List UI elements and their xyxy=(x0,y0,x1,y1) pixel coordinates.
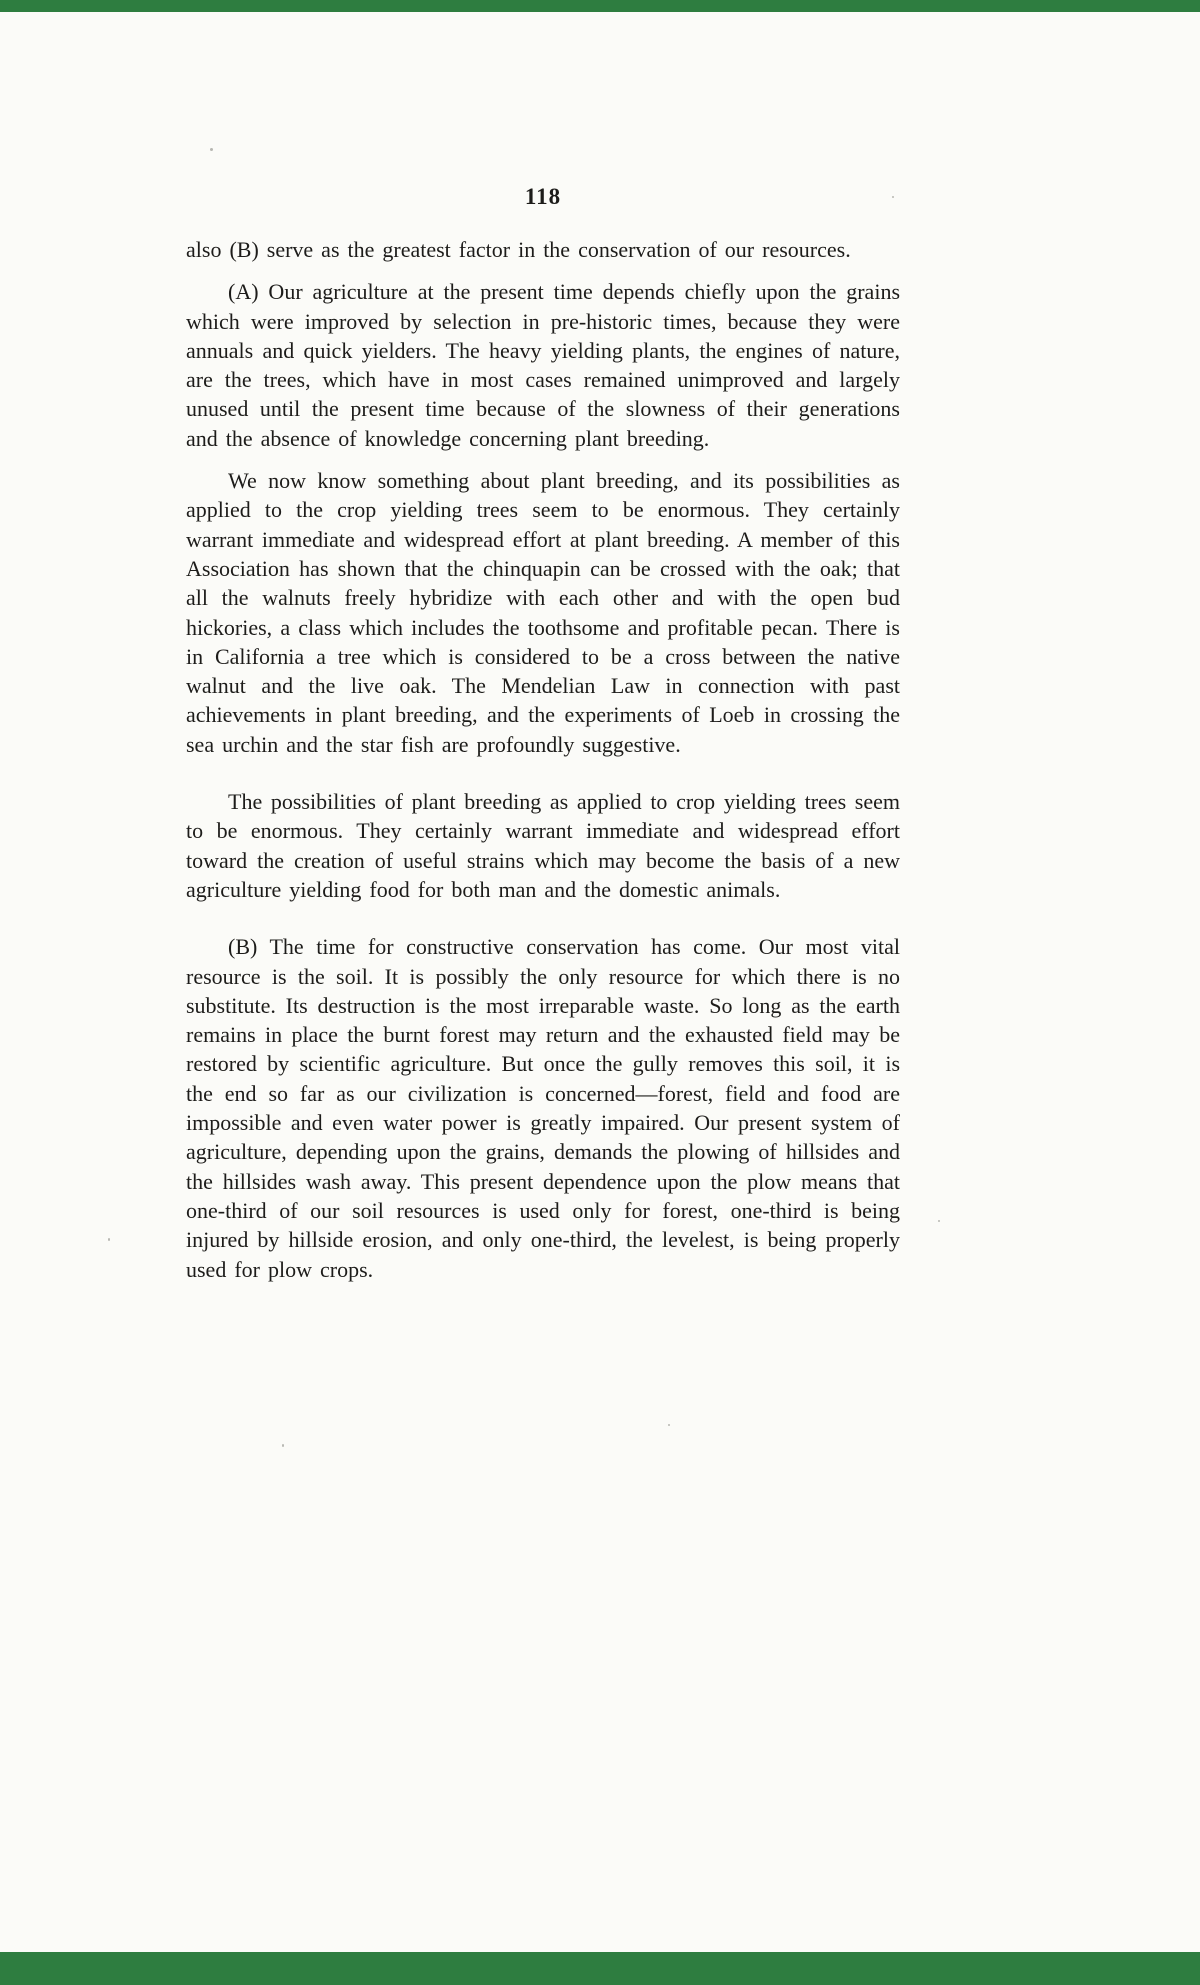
scan-edge-bottom xyxy=(0,1952,1200,1985)
paragraph-conservation: (B) The time for constructive conservation has come. Our most vital resource is the soil. It is possibly the only resource for which there is no substitute. Its destruction is the most irreparable waste. So long as the earth remains in place the burnt forest may return and the exhausted field may be restored by scientific agriculture. But once the gully removes this soil, it is the end so far as our civilization is concerned—forest, field and food are impossible and even water power is greatly impaired. Our present system of agriculture, depending upon the grains, demands the plowing of hillsides and the hillsides wash away. This present dependence upon the plow means that one-third of our soil resources is used only for forest, one-third is being injured by hillside erosion, and only one-third, the levelest, is being properly used for plow crops. xyxy=(186,934,900,1282)
paragraph-possibilities: The possibilities of plant breeding as applied to crop yielding trees seem to be enormous. They certainly warrant immediate and widespread effort toward the creation of useful strains which may become the basis of a new agriculture yielding food for both man and the domestic animals. xyxy=(186,789,900,902)
paragraph-agriculture-grains: (A) Our agriculture at the present time depends chiefly upon the grains which were improved by selection in pre-historic times, because they were annuals and quick yielders. The heavy yielding plants, the engines of nature, are the trees, which have in most cases remained unimproved and largely unused until the present time because of the slowness of their generations and the absence of knowledge concerning plant breeding. xyxy=(186,279,900,451)
scan-speck xyxy=(282,1444,284,1447)
scan-speck xyxy=(938,1220,940,1222)
scan-speck xyxy=(668,1424,670,1426)
scan-edge-top xyxy=(0,0,1200,12)
scan-speck xyxy=(210,148,213,151)
paragraph-plant-breeding: We now know something about plant breeding, and its possibilities as applied to the crop yielding trees seem to be enormous. They certainly warrant immediate and widespread effort at plant breeding. A member of this Association has shown that the chinquapin can be crossed with the oak; that all the walnuts freely hybridize with each other and with the open bud hickories, a class which includes the toothsome and profitable pecan. There is in California a tree which is considered to be a cross between the native walnut and the live oak. The Mendelian Law in connection with past achievements in plant breeding, and the experiments of Loeb in crossing the sea urchin and the star fish are profoundly suggestive. xyxy=(186,468,900,757)
page-number: 118 xyxy=(524,184,562,209)
scan-speck xyxy=(108,1238,110,1241)
paragraph-continuation: also (B) serve as the greatest factor in the conservation of our resources. xyxy=(186,237,851,262)
page-body xyxy=(186,184,900,1284)
